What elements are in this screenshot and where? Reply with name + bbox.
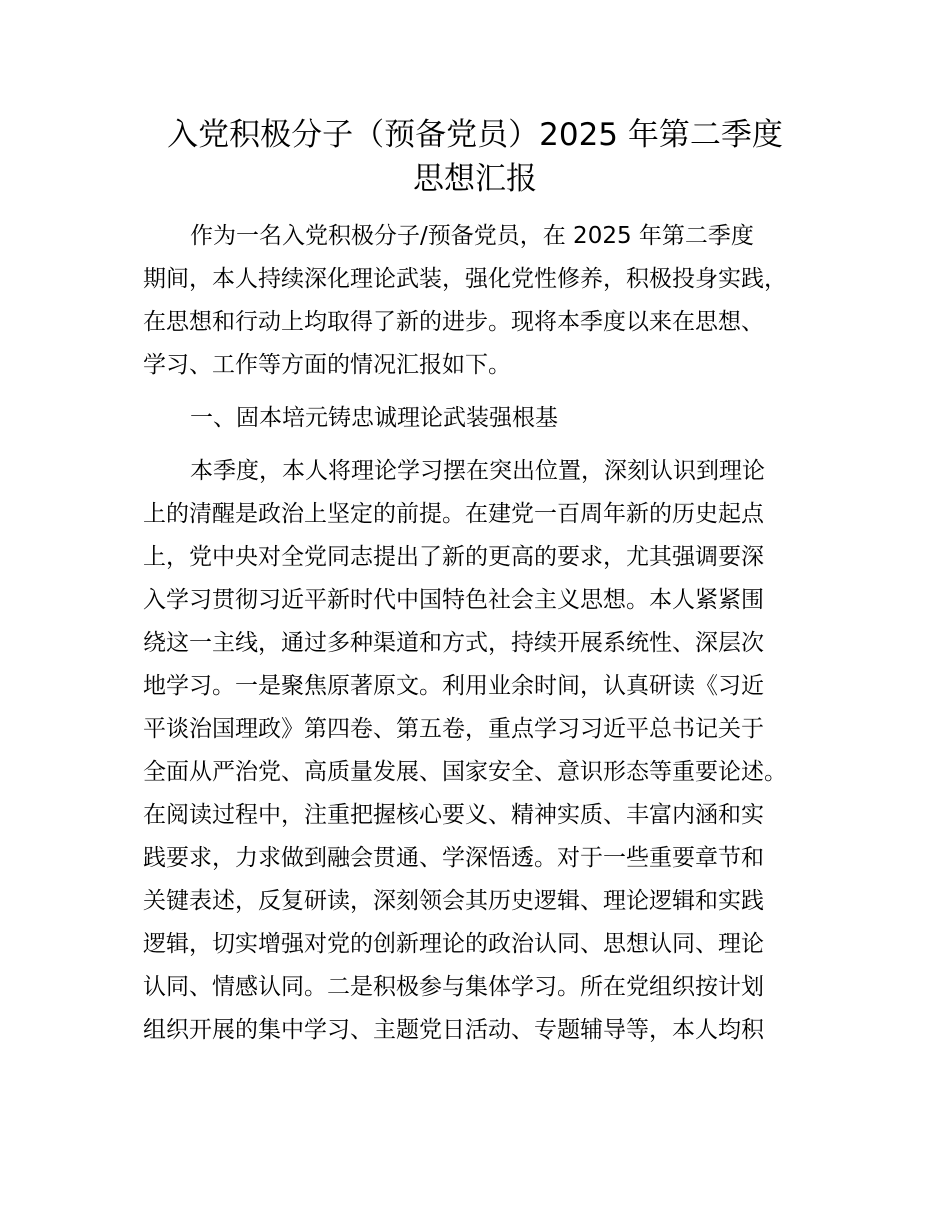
intro-line-1: 作为一名入党积极分子/预备党员，在 2025 年第二季度 <box>190 223 754 249</box>
document-title-line-1: 入党积极分子（预备党员）2025 年第二季度 <box>167 117 783 153</box>
document-title-line-2: 思想汇报 <box>413 161 537 197</box>
section-1-line-11: 关键表述，反复研读，深刻领会其历史逻辑、理论逻辑和实践 <box>143 888 764 914</box>
section-1-line-8: 全面从严治党、高质量发展、国家安全、意识形态等重要论述。 <box>143 759 787 785</box>
intro-line-2: 期间，本人持续深化理论武装，强化党性修养，积极投身实践， <box>143 266 787 292</box>
section-1-line-1: 本季度，本人将理论学习摆在突出位置，深刻认识到理论 <box>190 458 765 484</box>
section-1-line-7: 平谈治国理政》第四卷、第五卷，重点学习习近平总书记关于 <box>143 716 764 742</box>
section-1-line-9: 在阅读过程中，注重把握核心要义、精神实质、丰富内涵和实 <box>143 802 764 828</box>
section-1-heading: 一、固本培元铸忠诚理论武装强根基 <box>190 405 558 431</box>
section-1-line-3: 上，党中央对全党同志提出了新的更高的要求，尤其强调要深 <box>143 544 764 570</box>
intro-line-3: 在思想和行动上均取得了新的进步。现将本季度以来在思想、 <box>143 309 764 335</box>
section-1-line-6: 地学习。一是聚焦原著原文。利用业余时间，认真研读《习近 <box>143 673 764 699</box>
section-1-line-4: 入学习贯彻习近平新时代中国特色社会主义思想。本人紧紧围 <box>143 587 764 613</box>
section-1-line-10: 践要求，力求做到融会贯通、学深悟透。对于一些重要章节和 <box>143 845 764 871</box>
section-1-line-12: 逻辑，切实增强对党的创新理论的政治认同、思想认同、理论 <box>143 931 764 957</box>
intro-line-4: 学习、工作等方面的情况汇报如下。 <box>143 352 511 378</box>
section-1-line-5: 绕这一主线，通过多种渠道和方式，持续开展系统性、深层次 <box>143 630 764 656</box>
section-1-line-13: 认同、情感认同。二是积极参与集体学习。所在党组织按计划 <box>143 974 764 1000</box>
section-1-line-14: 组织开展的集中学习、主题党日活动、专题辅导等，本人均积 <box>143 1017 764 1043</box>
section-1-line-2: 上的清醒是政治上坚定的前提。在建党一百周年新的历史起点 <box>143 501 764 527</box>
